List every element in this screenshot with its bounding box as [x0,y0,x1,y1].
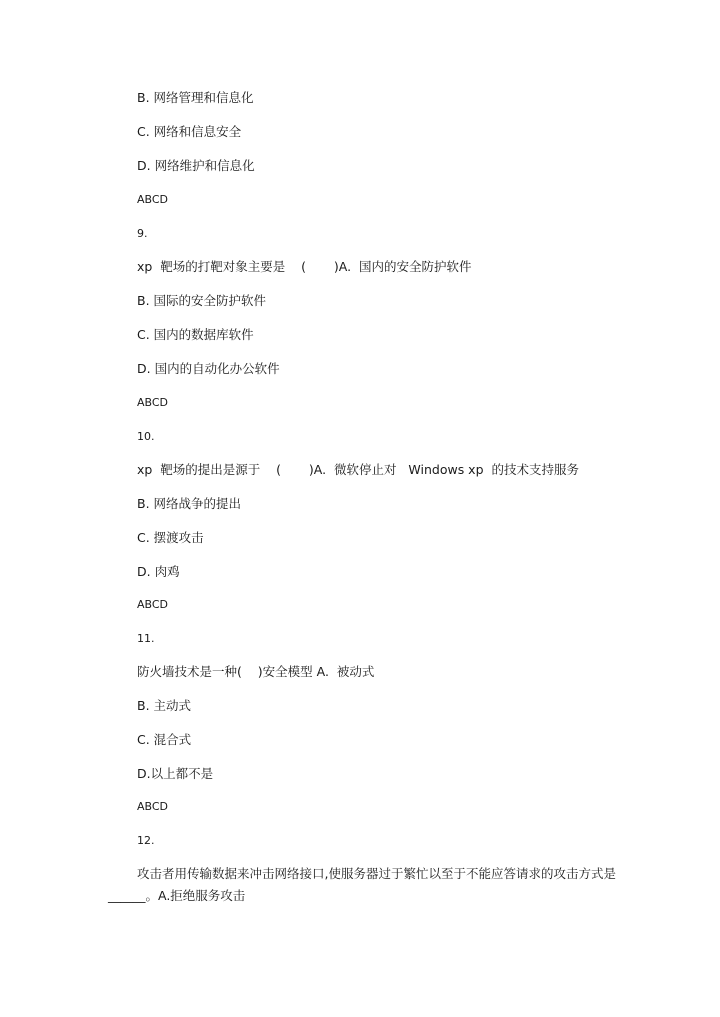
question-10-stem: xp 靶场的提出是源于 ( )A. 微软停止对 Windows xp 的技术支持服务 [137,462,579,477]
question-number-11: 11. [137,632,155,645]
option-d-q11: D.以上都不是 [137,766,214,781]
answer-q10: ABCD [137,598,169,611]
option-c-q10: C. 摆渡攻击 [137,530,204,545]
question-number-12: 12. [137,834,155,847]
question-number-10: 10. [137,430,155,443]
option-b-q8: B. 网络管理和信息化 [137,90,254,105]
question-number-9: 9. [137,227,148,240]
answer-q11: ABCD [137,800,169,813]
option-d-q8: D. 网络维护和信息化 [137,158,255,173]
answer-q9: ABCD [137,396,169,409]
option-b-q11: B. 主动式 [137,698,192,713]
option-b-q10: B. 网络战争的提出 [137,496,242,511]
question-12-stem: 攻击者用传输数据来冲击网络接口,使服务器过于繁忙以至于不能应答请求的攻击方式是______。A.拒绝服务攻击 [108,866,616,903]
answer-q8: ABCD [137,193,169,206]
option-c-q11: C. 混合式 [137,732,192,747]
option-d-q9: D. 国内的自动化办公软件 [137,361,280,376]
option-b-q9: B. 国际的安全防护软件 [137,293,267,308]
option-c-q8: C. 网络和信息安全 [137,124,242,139]
question-11-stem: 防火墙技术是一种( )安全模型 A. 被动式 [137,664,375,679]
question-9-stem: xp 靶场的打靶对象主要是 ( )A. 国内的安全防护软件 [137,259,472,274]
option-c-q9: C. 国内的数据库软件 [137,327,254,342]
option-d-q10: D. 肉鸡 [137,564,180,579]
